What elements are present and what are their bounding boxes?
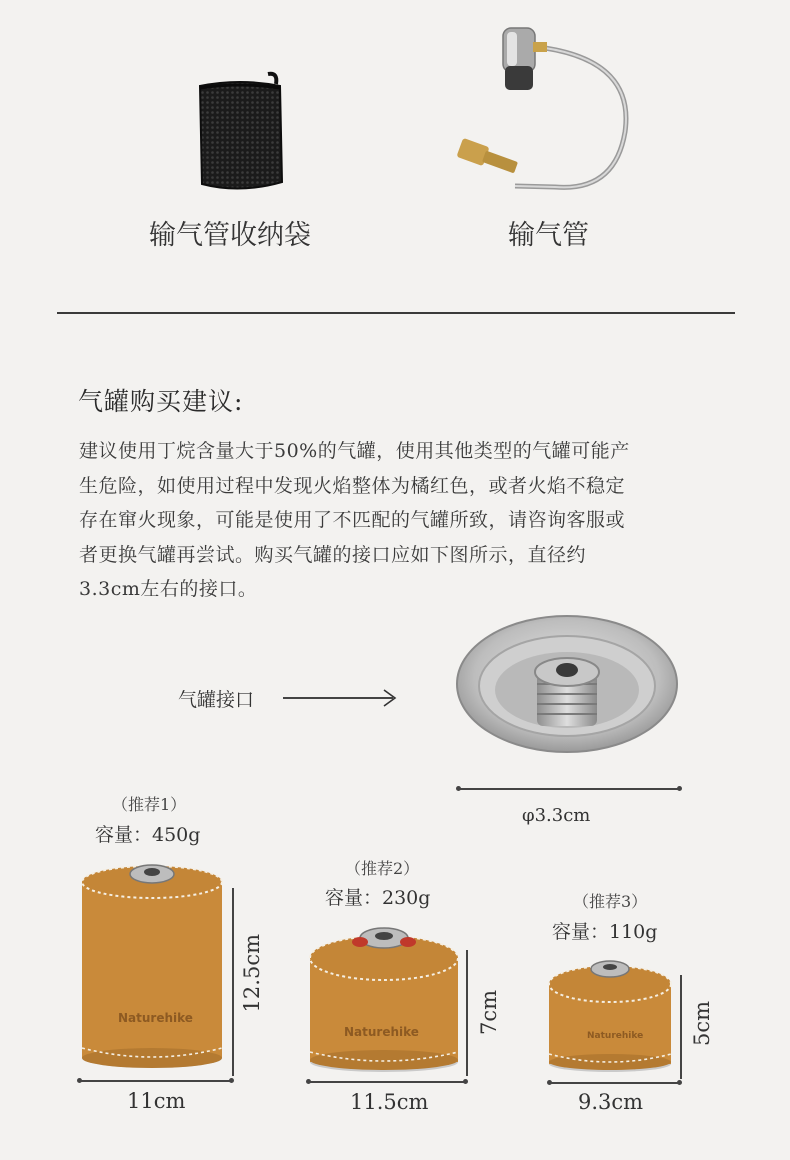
- canister-brand: Naturehike: [344, 1025, 419, 1039]
- accessory-label-bag: 输气管收纳袋: [149, 220, 311, 251]
- advice-line: 者更换气罐再尝试。购买气罐的接口应如下图所示，直径约: [79, 543, 587, 566]
- canister-capacity: 容量：450g: [95, 824, 201, 846]
- section-divider: [57, 312, 735, 314]
- canister-width: 11cm: [127, 1089, 186, 1113]
- connector-label: 气罐接口: [178, 689, 255, 711]
- diameter-line: [459, 788, 680, 790]
- canister-width: 11.5cm: [350, 1090, 429, 1114]
- diameter-dot-right: [677, 786, 682, 791]
- height-line: [232, 888, 234, 1076]
- diameter-dot-left: [456, 786, 461, 791]
- width-line: [309, 1081, 466, 1083]
- canister-tag: （推荐1）: [112, 795, 187, 814]
- gas-canister-450-icon: [78, 862, 226, 1072]
- width-dot-right: [677, 1080, 682, 1085]
- arrow-right-icon: [382, 688, 398, 712]
- advice-line: 建议使用丁烷含量大于50%的气罐，使用其他类型的气罐可能产: [79, 440, 630, 462]
- gas-hose-icon: [445, 22, 645, 202]
- gas-canister-230-icon: [306, 924, 462, 1076]
- canister-height: 12.5cm: [240, 934, 264, 1013]
- diameter-label: φ3.3cm: [522, 805, 591, 826]
- advice-paragraph: [79, 434, 719, 607]
- canister-tag: （推荐2）: [345, 859, 420, 878]
- height-line: [680, 975, 682, 1079]
- advice-line: 3.3cm左右的接口。: [79, 578, 258, 600]
- canister-width: 9.3cm: [578, 1090, 644, 1114]
- width-dot-right: [229, 1078, 234, 1083]
- canister-brand: Naturehike: [118, 1011, 193, 1025]
- width-line: [80, 1080, 232, 1082]
- canister-height: 7cm: [477, 990, 501, 1036]
- advice-line: 存在窜火现象，可能是使用了不匹配的气罐所致，请咨询客服或: [79, 509, 626, 531]
- advice-title: 气罐购买建议:: [78, 387, 244, 416]
- canister-capacity: 容量：110g: [552, 921, 658, 943]
- width-dot-left: [306, 1079, 311, 1084]
- width-dot-right: [463, 1079, 468, 1084]
- canister-height: 5cm: [690, 1001, 714, 1047]
- gas-canister-110-icon: [545, 958, 675, 1076]
- width-line: [550, 1082, 680, 1084]
- canister-brand: Naturehike: [587, 1031, 644, 1041]
- canister-capacity: 容量：230g: [325, 887, 431, 909]
- height-line: [466, 950, 468, 1076]
- width-dot-left: [77, 1078, 82, 1083]
- mesh-bag-icon: [190, 70, 290, 195]
- width-dot-left: [547, 1080, 552, 1085]
- advice-line: 生危险，如使用过程中发现火焰整体为橘红色，或者火焰不稳定: [79, 474, 626, 497]
- accessory-label-hose: 输气管: [508, 220, 589, 251]
- canister-tag: （推荐3）: [573, 892, 648, 911]
- connector-arrow-line: [283, 697, 393, 699]
- gas-valve-connector-icon: [455, 614, 680, 764]
